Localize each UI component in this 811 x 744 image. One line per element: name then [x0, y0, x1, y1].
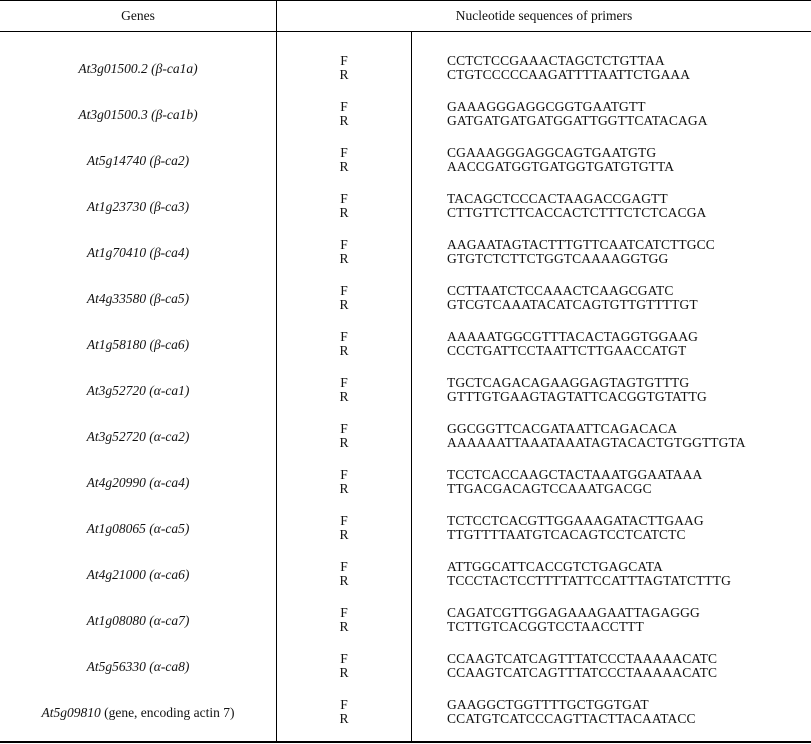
reverse-label: R — [339, 665, 349, 680]
gene-note: (gene, encoding actin 7) — [100, 705, 235, 720]
forward-label: F — [340, 421, 348, 436]
direction-cell — [277, 698, 411, 726]
forward-sequence: GAAAGGGAGGCGGTGAATGTT — [447, 99, 646, 114]
forward-label: F — [340, 513, 348, 528]
forward-sequence: AAAAATGGCGTTTACACTAGGTGGAAG — [447, 329, 699, 344]
forward-sequence: AAGAATAGTACTTTGTTCAATCATCTTGCC — [447, 237, 715, 252]
forward-sequence: GGCGGTTCACGATAATTCAGACACA — [447, 421, 678, 436]
sequence-cell — [447, 238, 715, 266]
reverse-sequence: CCCTGATTCCTAATTCTTGAACCATGT — [447, 343, 687, 358]
sequence-cell — [447, 192, 706, 220]
forward-sequence: TCTCCTCACGTTGGAAAGATACTTGAAG — [447, 513, 704, 528]
direction-cell — [277, 514, 411, 542]
reverse-sequence: AACCGATGGTGATGGTGATGTGTTA — [447, 159, 675, 174]
forward-sequence: TACAGCTCCCACTAAGACCGAGTT — [447, 191, 668, 206]
reverse-label: R — [339, 481, 349, 496]
gene-name: At5g14740 (β-ca2) — [86, 153, 190, 168]
forward-label: F — [340, 329, 348, 344]
sequence-cell — [447, 560, 731, 588]
table-row — [0, 54, 811, 100]
reverse-sequence: GTTTGTGAAGTAGTATTCACGGTGTATTG — [447, 389, 707, 404]
gene-cell — [0, 100, 276, 130]
reverse-sequence: AAAAAATTAAATAAATAGTACACTGTGGTTGTA — [447, 435, 746, 450]
direction-cell — [277, 54, 411, 82]
gene-name: At5g09810 — [41, 705, 101, 720]
gene-name: At1g23730 (β-ca3) — [86, 199, 190, 214]
gene-cell — [0, 652, 276, 682]
reverse-sequence: CCATGTCATCCCAGTTACTTACAATACC — [447, 711, 696, 726]
reverse-sequence: TCTTGTCACGGTCCTAACCTTT — [447, 619, 644, 634]
table-row — [0, 192, 811, 238]
forward-sequence: ATTGGCATTCACCGTCTGAGCATA — [447, 559, 663, 574]
direction-cell — [277, 146, 411, 174]
forward-label: F — [340, 605, 348, 620]
gene-cell — [0, 54, 276, 84]
gene-cell — [0, 284, 276, 314]
direction-cell — [277, 238, 411, 266]
reverse-label: R — [339, 389, 349, 404]
forward-label: F — [340, 99, 348, 114]
table-row — [0, 514, 811, 560]
forward-label: F — [340, 651, 348, 666]
header-bottom-rule — [0, 31, 811, 32]
forward-label: F — [340, 559, 348, 574]
gene-cell — [0, 560, 276, 590]
forward-label: F — [340, 697, 348, 712]
forward-sequence: CGAAAGGGAGGCAGTGAATGTG — [447, 145, 657, 160]
forward-sequence: CCTTAATCTCCAAACTCAAGCGATC — [447, 283, 674, 298]
gene-cell — [0, 330, 276, 360]
reverse-label: R — [339, 435, 349, 450]
table-row — [0, 284, 811, 330]
reverse-sequence: TTGACGACAGTCCAAATGACGC — [447, 481, 652, 496]
reverse-label: R — [339, 343, 349, 358]
table-row — [0, 560, 811, 606]
sequence-cell — [447, 606, 700, 634]
direction-cell — [277, 330, 411, 358]
reverse-label: R — [339, 297, 349, 312]
gene-cell — [0, 514, 276, 544]
forward-sequence: CCTCTCCGAAACTAGCTCTGTTAA — [447, 53, 665, 68]
forward-label: F — [340, 467, 348, 482]
forward-sequence: GAAGGCTGGTTTTGCTGGTGAT — [447, 697, 649, 712]
reverse-sequence: GTGTCTCTTCTGGTCAAAAGGTGG — [447, 251, 669, 266]
reverse-sequence: GATGATGATGATGGATTGGTTCATACAGA — [447, 113, 708, 128]
forward-label: F — [340, 283, 348, 298]
gene-name: At5g56330 (α-ca8) — [86, 659, 190, 674]
forward-sequence: CCAAGTCATCAGTTTATCCCTAAAAACATC — [447, 651, 718, 666]
sequence-cell — [447, 514, 704, 542]
reverse-sequence: CTTGTTCTTCACCACTCTTTCTCTCACGA — [447, 205, 707, 220]
forward-label: F — [340, 53, 348, 68]
sequence-cell — [447, 330, 698, 358]
sequence-cell — [447, 376, 707, 404]
sequence-cell — [447, 100, 708, 128]
gene-name: At3g52720 (α-ca1) — [86, 383, 190, 398]
table-row — [0, 376, 811, 422]
direction-cell — [277, 606, 411, 634]
gene-cell — [0, 468, 276, 498]
reverse-sequence: CCAAGTCATCAGTTTATCCCTAAAAACATC — [447, 665, 718, 680]
gene-name: At3g52720 (α-ca2) — [86, 429, 190, 444]
reverse-label: R — [339, 711, 349, 726]
reverse-label: R — [339, 205, 349, 220]
forward-sequence: TCCTCACCAAGCTACTAAATGGAATAAA — [447, 467, 703, 482]
gene-cell — [0, 606, 276, 636]
reverse-label: R — [339, 573, 349, 588]
table-row — [0, 698, 811, 744]
table-row — [0, 330, 811, 376]
direction-cell — [277, 100, 411, 128]
header-genes: Genes — [121, 8, 155, 23]
direction-cell — [277, 376, 411, 404]
forward-label: F — [340, 237, 348, 252]
table-row — [0, 422, 811, 468]
reverse-label: R — [339, 251, 349, 266]
gene-name: At1g58180 (β-ca6) — [86, 337, 190, 352]
direction-cell — [277, 422, 411, 450]
table-row — [0, 468, 811, 514]
gene-name: At1g08080 (α-ca7) — [86, 613, 190, 628]
gene-cell — [0, 146, 276, 176]
forward-sequence: CAGATCGTTGGAGAAAGAATTAGAGGG — [447, 605, 700, 620]
reverse-label: R — [339, 619, 349, 634]
reverse-label: R — [339, 527, 349, 542]
direction-cell — [277, 560, 411, 588]
sequence-cell — [447, 698, 696, 726]
direction-cell — [277, 284, 411, 312]
forward-label: F — [340, 375, 348, 390]
reverse-sequence: TCCCTACTCCTTTTATTCCATTTAGTATCTTTG — [447, 573, 731, 588]
header-sequences: Nucleotide sequences of primers — [455, 8, 633, 23]
gene-name: At1g70410 (β-ca4) — [86, 245, 190, 260]
gene-cell — [0, 376, 276, 406]
gene-name: At4g33580 (β-ca5) — [86, 291, 190, 306]
sequence-cell — [447, 284, 698, 312]
table-row — [0, 238, 811, 284]
sequence-cell — [447, 146, 674, 174]
sequence-cell — [447, 54, 690, 82]
reverse-sequence: TTGTTTTAATGTCACAGTCCTCATCTC — [447, 527, 686, 542]
gene-name: At1g08065 (α-ca5) — [86, 521, 190, 536]
gene-name: At3g01500.3 (β-ca1b) — [78, 107, 198, 122]
table-body — [0, 54, 811, 744]
gene-name: At4g21000 (α-ca6) — [86, 567, 190, 582]
sequence-cell — [447, 468, 702, 496]
reverse-label: R — [339, 159, 349, 174]
direction-cell — [277, 468, 411, 496]
gene-cell — [0, 698, 276, 728]
table-row — [0, 100, 811, 146]
table-row — [0, 146, 811, 192]
gene-cell — [0, 192, 276, 222]
table-row — [0, 606, 811, 652]
forward-sequence: TGCTCAGACAGAAGGAGTAGTGTTTG — [447, 375, 690, 390]
direction-cell — [277, 192, 411, 220]
gene-cell — [0, 422, 276, 452]
gene-cell — [0, 238, 276, 268]
reverse-label: R — [339, 67, 349, 82]
sequence-cell — [447, 422, 746, 450]
direction-cell — [277, 652, 411, 680]
reverse-sequence: CTGTCCCCCAAGATTTTAATTCTGAAA — [447, 67, 691, 82]
reverse-label: R — [339, 113, 349, 128]
forward-label: F — [340, 191, 348, 206]
gene-name: At3g01500.2 (β-ca1a) — [78, 61, 198, 76]
sequence-cell — [447, 652, 717, 680]
gene-name: At4g20990 (α-ca4) — [86, 475, 190, 490]
table-row — [0, 652, 811, 698]
reverse-sequence: GTCGTCAAATACATCAGTGTTGTTTTGT — [447, 297, 698, 312]
forward-label: F — [340, 145, 348, 160]
